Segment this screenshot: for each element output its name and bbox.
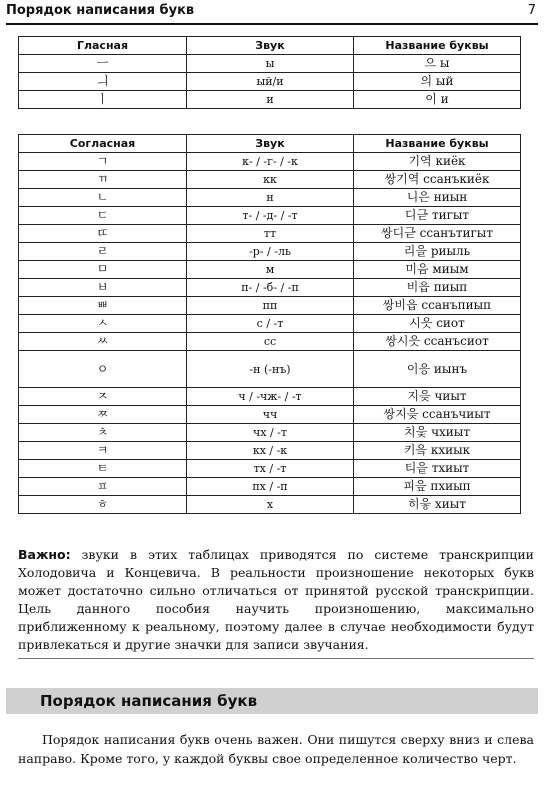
letter-cell: ㅉ: [19, 406, 187, 424]
table-row: [19, 243, 521, 261]
name-cell: [354, 171, 521, 189]
name-russian: пхиып: [430, 479, 471, 493]
sound-cell: м: [187, 261, 354, 279]
name-hangul: 키읔: [403, 443, 428, 457]
name-russian: пиып: [433, 280, 468, 294]
name-hangul: 기역: [408, 154, 432, 168]
name-russian: сиот: [436, 316, 465, 330]
name-cell: [354, 297, 521, 315]
name-russian: ы: [439, 56, 450, 70]
letter-cell: ㅆ: [19, 333, 187, 351]
sound-cell: чх / -т: [187, 424, 354, 442]
name-cell: [354, 333, 521, 351]
table-row: [19, 333, 521, 351]
letter-cell: ㅂ: [19, 279, 187, 297]
name-hangul: 미음: [405, 262, 429, 276]
running-title: Порядок написания букв: [6, 3, 195, 18]
letter-cell: ㅅ: [19, 315, 187, 333]
name-cell: [354, 225, 521, 243]
name-hangul: 쌍지읒: [383, 407, 419, 421]
letter-cell: ㄲ: [19, 171, 187, 189]
name-cell: [354, 189, 521, 207]
table-row: [19, 442, 521, 460]
letter-cell: ㅋ: [19, 442, 187, 460]
sound-cell: -н (-нъ): [187, 351, 354, 388]
name-russian: риыль: [430, 244, 471, 258]
name-cell: [354, 496, 521, 514]
sound-cell: с / -т: [187, 315, 354, 333]
letter-cell: ㄱ: [19, 153, 187, 171]
name-hangul: 쌍시읏: [385, 334, 421, 348]
name-cell: [354, 406, 521, 424]
name-russian: ссанъчиыт: [422, 407, 491, 421]
sound-cell: пп: [187, 297, 354, 315]
name-russian: миым: [432, 262, 469, 276]
letter-cell: ㅁ: [19, 261, 187, 279]
sound-cell: к- / -г- / -к: [187, 153, 354, 171]
sound-cell: х: [187, 496, 354, 514]
name-russian: и: [440, 92, 449, 106]
name-russian: ссанътигыт: [419, 226, 493, 240]
note-label: Важно:: [18, 547, 71, 562]
table-row: [19, 73, 521, 91]
name-russian: тигыт: [431, 208, 470, 222]
name-cell: [354, 460, 521, 478]
name-hangul: 쌍기역: [384, 172, 420, 186]
name-russian: тхиыт: [431, 461, 470, 475]
letter-cell: ㅢ: [19, 73, 187, 91]
column-header: Звук: [187, 135, 354, 153]
name-hangul: 티읕: [404, 461, 428, 475]
letter-cell: ㄹ: [19, 243, 187, 261]
table-row: [19, 279, 521, 297]
name-hangul: 비읍: [406, 280, 430, 294]
name-hangul: 지읒: [407, 389, 431, 403]
vowel-table-header: [19, 37, 521, 55]
letter-cell: ㅃ: [19, 297, 187, 315]
table-row: [19, 261, 521, 279]
sound-cell: ч / -чж- / -т: [187, 388, 354, 406]
name-cell: [354, 478, 521, 496]
letter-cell: ㅈ: [19, 388, 187, 406]
table-row: [19, 351, 521, 388]
name-russian: ый: [435, 74, 454, 88]
name-hangul: 니은: [406, 190, 430, 204]
table-row: [19, 315, 521, 333]
table-row: [19, 460, 521, 478]
name-hangul: 이응: [406, 361, 431, 376]
table-row: [19, 91, 521, 109]
letter-cell: ㅣ: [19, 91, 187, 109]
name-russian: кхиык: [430, 443, 471, 457]
letter-cell: ㅌ: [19, 460, 187, 478]
letter-cell: ㅎ: [19, 496, 187, 514]
table-row: [19, 388, 521, 406]
sound-cell: и: [187, 91, 354, 109]
name-cell: [354, 153, 521, 171]
name-hangul: 의: [420, 74, 433, 88]
sound-cell: н: [187, 189, 354, 207]
body-paragraph: Порядок написания букв очень важен. Они пишутся сверху вниз и слева направо. Кроме того, у каждой буквы свое определенное количество черт.: [18, 732, 534, 766]
table-row: [19, 496, 521, 514]
column-header: Название буквы: [354, 37, 521, 55]
letter-cell: ㅊ: [19, 424, 187, 442]
column-header: Гласная: [19, 37, 187, 55]
table-row: [19, 424, 521, 442]
name-russian: киёк: [435, 154, 466, 168]
name-hangul: 피읖: [403, 479, 427, 493]
sound-cell: пх / -п: [187, 478, 354, 496]
letter-cell: ㅍ: [19, 478, 187, 496]
name-russian: хиыт: [435, 497, 466, 511]
sound-cell: тх / -т: [187, 460, 354, 478]
sound-cell: т- / -д- / -т: [187, 207, 354, 225]
name-cell: [354, 315, 521, 333]
name-cell: [354, 261, 521, 279]
name-cell: [354, 442, 521, 460]
table-row: [19, 55, 521, 73]
table-row: [19, 297, 521, 315]
section-heading-bar: [6, 688, 538, 714]
name-hangul: 리을: [403, 244, 427, 258]
table-row: [19, 153, 521, 171]
name-cell: [354, 73, 521, 91]
name-cell: [354, 351, 521, 388]
name-cell: [354, 55, 521, 73]
letter-cell: ㅡ: [19, 55, 187, 73]
sound-cell: ый/и: [187, 73, 354, 91]
table-row: [19, 171, 521, 189]
note-text: звуки в этих таблицах приводятся по системе транскрипции Холодовича и Концевича. В реальности произношение некоторых букв может достаточно сильно отличаться от принятой русской транскрипции. Цель данного пособия научить произношению, максимально приближенному к реальному, поэтому далее в случае необходимости будут привлекаться и другие значки для записи звучания.: [18, 547, 534, 652]
name-cell: [354, 91, 521, 109]
sound-cell: -р- / -ль: [187, 243, 354, 261]
name-hangul: 으: [424, 56, 437, 70]
table-row: [19, 207, 521, 225]
sound-cell: тт: [187, 225, 354, 243]
table-row: [19, 406, 521, 424]
name-cell: [354, 279, 521, 297]
letter-cell: ㅇ: [19, 351, 187, 388]
section-title: Порядок написания букв: [40, 692, 258, 710]
name-cell: [354, 207, 521, 225]
name-hangul: 이: [425, 92, 437, 106]
column-header: Звук: [187, 37, 354, 55]
name-russian: чиыт: [434, 389, 467, 403]
name-cell: [354, 388, 521, 406]
sound-cell: кк: [187, 171, 354, 189]
sound-cell: п- / -б- / -п: [187, 279, 354, 297]
table-row: [19, 225, 521, 243]
sound-cell: кх / -к: [187, 442, 354, 460]
column-header: Название буквы: [354, 135, 521, 153]
consonant-table: [18, 134, 521, 514]
sound-cell: сс: [187, 333, 354, 351]
name-russian: иынъ: [433, 361, 468, 376]
name-cell: [354, 243, 521, 261]
name-russian: ссанъсиот: [423, 334, 489, 348]
name-cell: [354, 424, 521, 442]
table-row: [19, 478, 521, 496]
name-russian: чхиыт: [431, 425, 470, 439]
name-russian: ниын: [433, 190, 468, 204]
name-russian: ссанъпиып: [421, 298, 492, 312]
page-header: [6, 3, 538, 25]
name-hangul: 치읓: [404, 425, 428, 439]
vowel-table: [18, 36, 521, 109]
consonant-table-header: [19, 135, 521, 153]
name-hangul: 쌍비읍: [382, 298, 418, 312]
page-number: 7: [527, 3, 536, 18]
column-header: Согласная: [19, 135, 187, 153]
table-row: [19, 189, 521, 207]
name-hangul: 디귿: [404, 208, 429, 222]
sound-cell: ы: [187, 55, 354, 73]
letter-cell: ㄸ: [19, 225, 187, 243]
name-russian: ссанъкиёк: [423, 172, 490, 186]
sound-cell: чч: [187, 406, 354, 424]
name-hangul: 시읏: [409, 316, 433, 330]
important-note: [18, 546, 534, 659]
letter-cell: ㄷ: [19, 207, 187, 225]
name-hangul: 쌍디귿: [381, 226, 416, 240]
letter-cell: ㄴ: [19, 189, 187, 207]
name-hangul: 히읗: [408, 497, 432, 511]
